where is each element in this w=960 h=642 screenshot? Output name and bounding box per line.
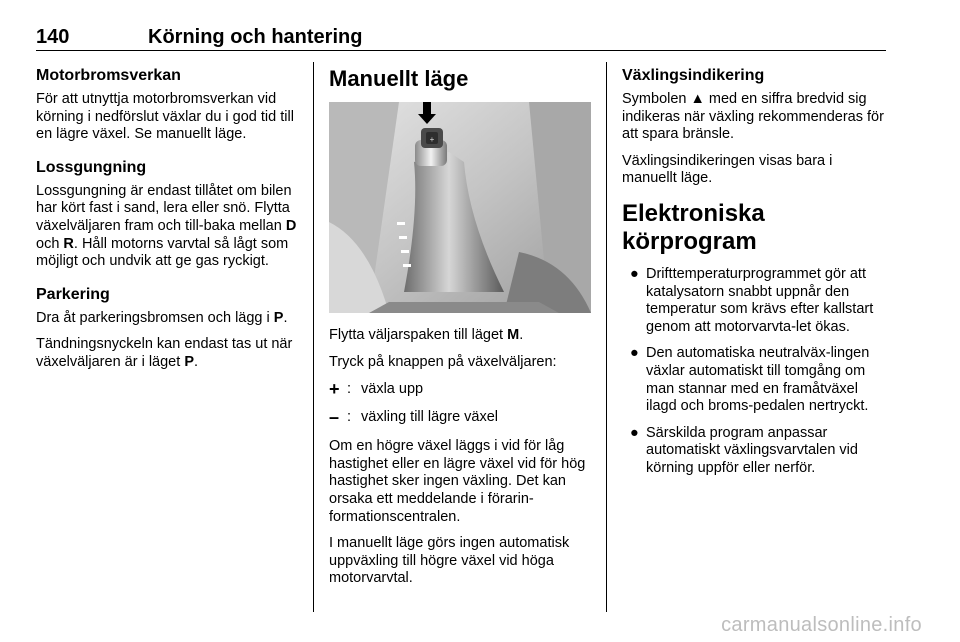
key-description: växling till lägre växel (361, 409, 499, 426)
heading-vaxlingsindikering: Växlingsindikering (622, 67, 765, 84)
list-item-text: Särskilda program anpassar automatiskt växlingsvarvtalen vid körning uppför eller nerför. (646, 424, 858, 476)
paragraph (329, 327, 591, 345)
bullet-icon: ● (630, 424, 639, 441)
svg-text:+: + (429, 135, 435, 144)
page-header (36, 26, 886, 51)
heading-lossgungning: Lossgungning (36, 158, 147, 176)
key-colon: : (347, 409, 352, 426)
gear-m-label: M (507, 327, 520, 343)
heading-manuellt-lage: Manuellt läge (329, 66, 469, 91)
text-run: Flytta väljarspaken till läget (329, 327, 508, 343)
paragraph (36, 310, 300, 328)
column-right (622, 66, 888, 487)
list-item (622, 425, 888, 478)
text-run: Tändningsnyckeln kan endast tas ut när växelväljaren är i läget (36, 336, 293, 370)
bullet-list (622, 266, 888, 478)
key-row-shift-up (329, 380, 591, 398)
paragraph: För att utnyttja motorbromsverkan vid körning i nedförslut växlar du i god tid till en lägre växel. Se manuellt läge. (36, 91, 294, 143)
chapter-title: Körning och hantering (148, 26, 363, 48)
page-number: 140 (36, 26, 70, 48)
column-middle (329, 66, 591, 597)
gear-p-label: P (273, 309, 284, 326)
watermark: carmanualsonline.info (721, 614, 922, 636)
column-divider (313, 62, 314, 612)
plus-icon: + (329, 379, 340, 400)
list-item (622, 266, 888, 336)
text-run: Lossgungning är endast tillåtet om bilen har kört fast i sand, lera eller snö. Flytta växelväljaren fram och till-baka mellan (36, 182, 292, 234)
list-item-text: Den automatiska neutralväx-lingen växlar automatiskt till tomgång om man stannar med en framåtväxel ilagd och broms-pedalen nertryckt. (646, 345, 870, 415)
key-description: växla upp (361, 381, 424, 398)
paragraph: Tryck på knappen på växelväljaren: (329, 353, 557, 370)
gear-selector-photo (329, 102, 591, 313)
list-item (622, 345, 888, 415)
key-row-shift-down (329, 408, 591, 426)
key-colon: : (347, 381, 352, 398)
paragraph: Symbolen ▲ med en siffra bredvid sig indikeras när växling rekommenderas för att spara bränsle. (622, 91, 884, 143)
column-left (36, 66, 300, 381)
column-divider (606, 62, 607, 612)
paragraph (36, 336, 300, 371)
bullet-icon: ● (630, 265, 639, 282)
text-run: och (36, 235, 64, 252)
heading-motorbromsverkan: Motorbromsverkan (36, 67, 181, 84)
heading-elektroniska-korprogram: Elektroniska körprogram (622, 199, 765, 255)
bullet-icon: ● (630, 345, 639, 362)
paragraph: I manuellt läge görs ingen automatisk uppväxling till högre växel vid höga motorvarvtal. (329, 535, 570, 587)
text-run: . (519, 327, 524, 343)
paragraph (36, 183, 300, 271)
paragraph: Växlingsindikeringen visas bara i manuellt läge. (622, 152, 833, 187)
text-run: . (283, 309, 288, 326)
minus-icon: – (329, 407, 340, 428)
list-item-text: Drifttemperaturprogrammet gör att katalysatorn snabbt uppnår den temperatur som krävs efter kallstart genom att motorvarvta-let ökas. (646, 265, 874, 335)
gear-lever-illustration (329, 102, 591, 313)
text-run: Dra åt parkeringsbromsen och lägg i (36, 309, 274, 326)
gear-d-label: D (285, 217, 297, 234)
heading-parkering: Parkering (36, 285, 110, 303)
text-run: . (193, 353, 199, 370)
text-run: . Håll motorns varvtal så lågt som möjligt och undvik att ge gas ryckigt. (36, 235, 289, 270)
gear-r-label: R (63, 235, 74, 252)
gear-p-label: P (184, 353, 194, 370)
paragraph: Om en högre växel läggs i vid för låg hastighet eller en lägre växel vid för hög hastighet sker ingen växling. Det kan orsaka ett meddelande i förarin-formationscentralen. (329, 438, 586, 525)
